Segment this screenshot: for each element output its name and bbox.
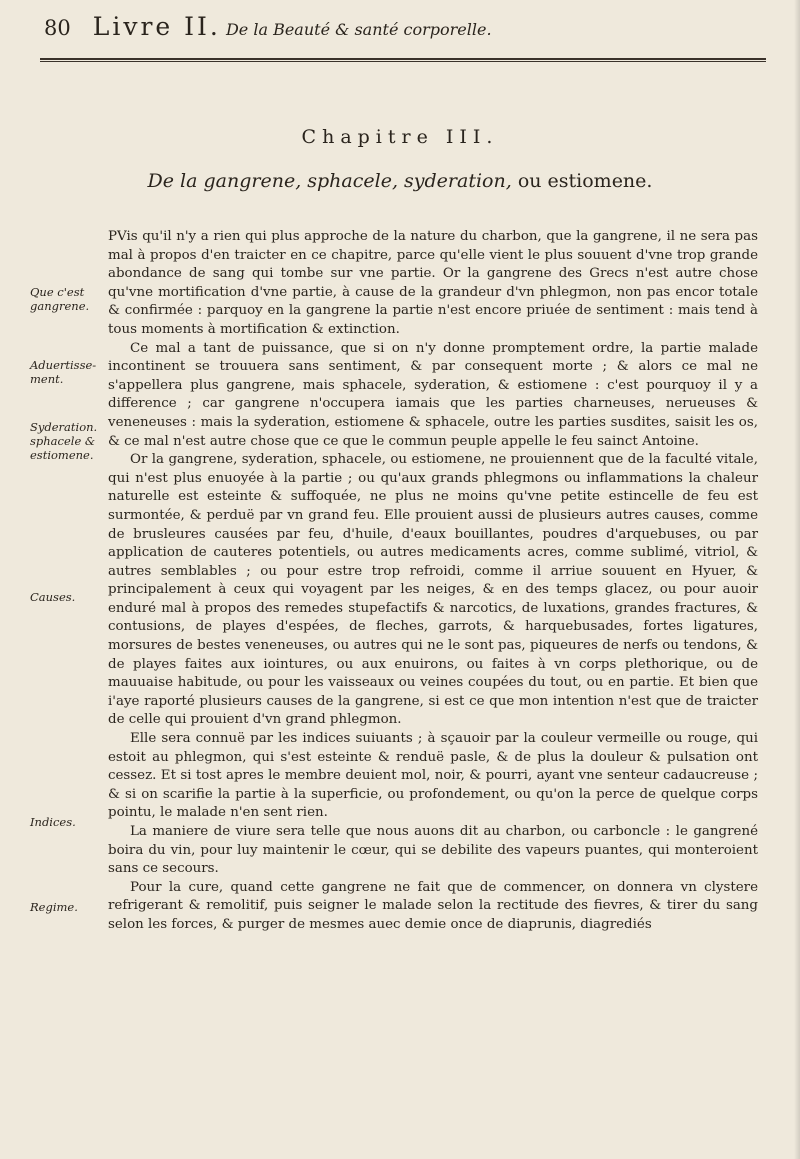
running-subtitle: De la Beauté & santé corporelle. <box>225 20 492 39</box>
chapter-title-prefix: De la gangrene, sphacele, syderation, <box>147 170 512 192</box>
margin-note: Syderation. sphacele & estiomene. <box>30 420 98 462</box>
chapter-body <box>108 228 758 935</box>
paragraph: Elle sera connuë par les indices suiuants ; à sçauoir par la couleur vermeille ou rouge, qui estoit au phlegmon, qui s'est esteinte & renduë pasle, & de plus la douleur & pulsation ont cessez. Et si tost apres le membre deuient mol, noir, & pourri, ayant vne senteur cadaucreuse ; & si on scarifie la partie à la superficie, ou profondement, ou qu'on la perce de quelque corps pointu, le malade n'en sent rien. <box>108 731 758 821</box>
header-rule <box>40 58 766 62</box>
page-number: 80 <box>44 16 71 40</box>
chapter-heading: Chapitre III. <box>301 126 499 148</box>
paragraph: La maniere de viure sera telle que nous auons dit au charbon, ou carboncle : le gangrené boira du vin, pour luy maintenir le cœur, qui se debilite des vapeurs puantes, qui monteroient sans ce secours. <box>108 824 758 877</box>
margin-note: Que c'est gangrene. <box>30 285 90 313</box>
paragraph: Or la gangrene, syderation, sphacele, ou estiomene, ne prouiennent que de la faculté vitale, qui n'est plus enuoyée à la partie ; ou qu'aux grands phlegmons ou inflammations la chaleur naturelle est esteinte & suffoquée, ne plus ne moins qu'vne petite estincelle de feu est surmontée, & perduë par vn grand feu. Elle prouient aussi de plusieurs autres causes, comme de brusleures causées par feu, d'huile, d'eaux bouillantes, poudres d'arquebuses, ou par application de cauteres potentiels, ou autres medicaments acres, comme sublimé, vitriol, & autres semblables ; ou pour estre trop refroidi, comme il arriue souuent en Hyuer, & principalement à ceux qui voyagent par les neiges, & en des temps glacez, ou pour auoir enduré mal à propos des remedes stupefactifs & narcotics, de luxations, grandes fractures, & contusions, de playes d'espées, de fleches, garrots, & harquebusades, fortes ligatures, morsures de bestes veneneuses, ou autres qui ne le sont pas, piqueures de nerfs ou tendons, & de playes faites aux iointures, ou aux enuirons, ou faites à vn corps plethorique, ou de mauuaise habitude, ou pour les vaisseaux ou veines coupées du tout, ou en partie. Et bien que i'aye raporté plusieurs causes de la gangrene, si est ce que mon intention n'est que de traicter de celle qui prouient d'vn grand phlegmon. <box>108 452 758 728</box>
chapter-title-suffix: ou estiomene. <box>517 170 653 192</box>
paragraph: PVis qu'il n'y a rien qui plus approche de la nature du charbon, que la gangrene, il ne sera pas mal à propos d'en traicter en ce chapitre, parce qu'elle vient le plus souuent d'vne trop grande abondance de sang qui tombe sur vne partie. Or la gangrene des Grecs n'est autre chose qu'vne mortification d'vne partie, à cause de la grandeur d'vn phlegmon, non pas encor totale & confirmée : parquoy en la gangrene la partie n'est encore priuée de sentiment : mais tend à tous moments à mortification & extinction. <box>108 229 758 337</box>
margin-note: Causes. <box>30 590 76 604</box>
page-edge-shadow <box>794 0 800 1159</box>
margin-note: Indices. <box>30 815 76 829</box>
margin-note: Aduertisse-ment. <box>30 358 97 386</box>
chapter-title <box>0 170 800 192</box>
margin-note: Regime. <box>30 900 78 914</box>
running-head <box>44 12 764 52</box>
paragraph: Ce mal a tant de puissance, que si on n'y donne promptement ordre, la partie malade incontinent se trouuera sans sentiment, & par consequent morte ; & alors ce mal ne s'appellera plus gangrene, mais sphacele, syderation, & estiomene : c'est pourquoy il y a difference ; car gangrene n'occupera iamais que les parties charneuses, nerueuses & veneneuses : mais la syderation, estiomene & sphacele, outre les parties susdites, saisit les os, & ce mal n'est autre chose que ce que le commun peuple appelle le feu sainct Antoine. <box>108 340 758 449</box>
running-title: Livre II. <box>92 12 221 41</box>
paragraph: Pour la cure, quand cette gangrene ne fait que de commencer, on donnera vn clystere refrigerant & remolitif, puis seigner le malade selon la rectitude des fievres, & tirer du sang selon les forces, & purger de mesmes auec demie once de diaprunis, diagrediés <box>108 879 758 932</box>
